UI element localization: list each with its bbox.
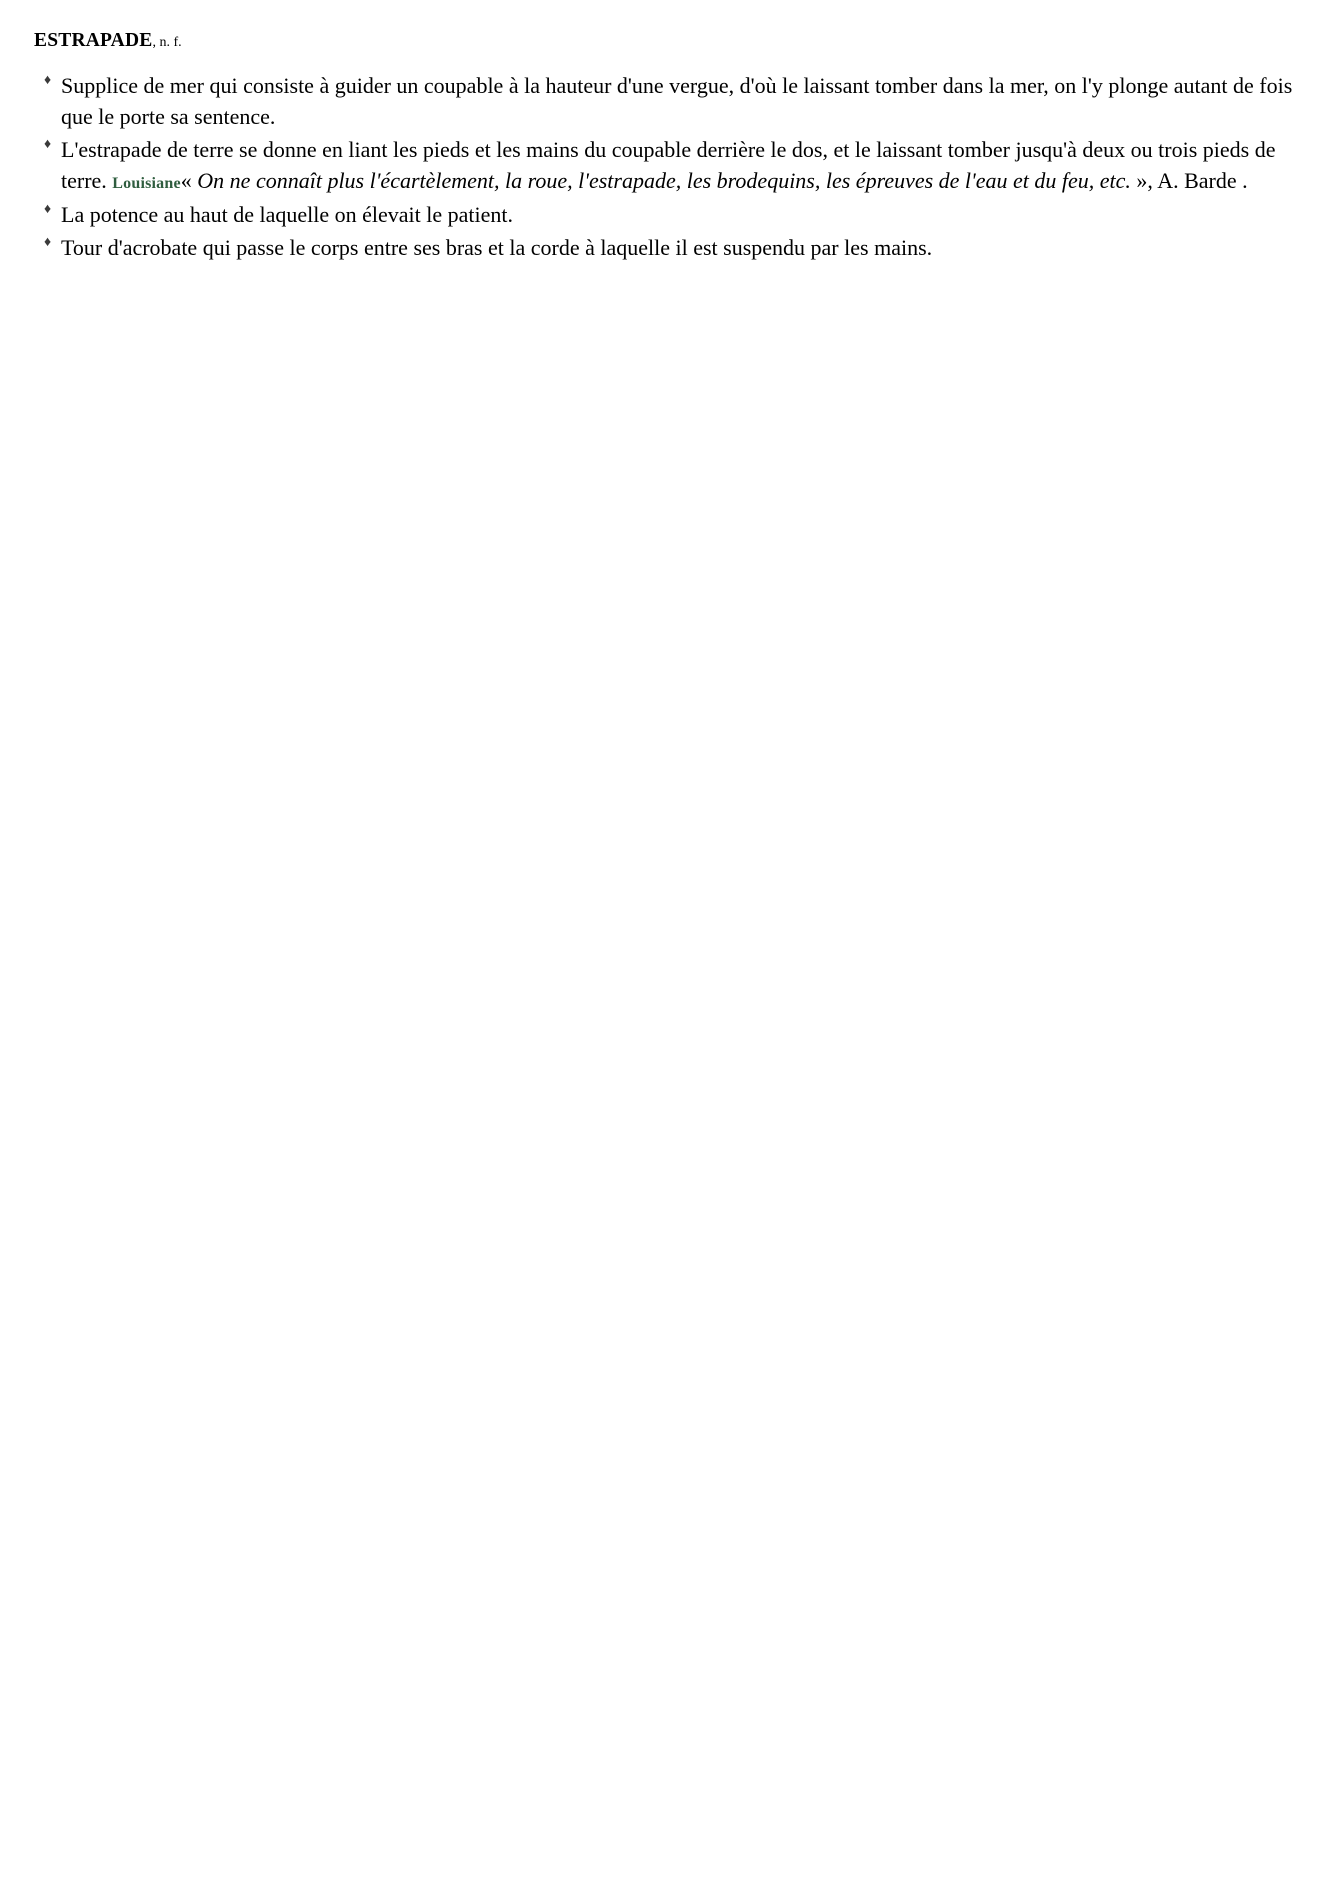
bullet-icon: ♦ bbox=[44, 201, 52, 217]
bullet-icon: ♦ bbox=[44, 137, 52, 153]
usage-label: Louisiane bbox=[112, 175, 181, 193]
headword-line bbox=[34, 28, 1310, 54]
sense-item-3 bbox=[34, 199, 1310, 230]
sense-item-1 bbox=[34, 70, 1310, 132]
sense-text: Tour d'acrobate qui passe le corps entre ses bras et la corde à laquelle il est suspendu par les mains. bbox=[61, 234, 933, 260]
citation-source: », A. Barde . bbox=[1130, 168, 1248, 194]
sense-text: Supplice de mer qui consiste à guider un coupable à la hauteur d'une vergue, d'où le laissant tomber dans la mer, on l'y plonge autant de fois que le porte sa sentence. bbox=[61, 72, 1293, 129]
sense-list bbox=[34, 70, 1310, 263]
page-title: ESTRAPADE bbox=[34, 30, 153, 51]
sense-item-2 bbox=[34, 134, 1310, 196]
sense-text: L'estrapade de terre se donne en liant les pieds et les mains du coupable derrière le dos, et le laissant tomber jusqu'à deux ou trois pieds de terre. bbox=[61, 137, 1276, 194]
sense-text: La potence au haut de laquelle on élevait le patient. bbox=[61, 201, 514, 227]
citation-quote: On ne connaît plus l'écartèlement, la roue, l'estrapade, les brodequins, les épreuves de l'eau et du feu, etc. bbox=[197, 168, 1131, 194]
quote-open: « bbox=[180, 168, 198, 194]
bullet-icon: ♦ bbox=[44, 234, 52, 250]
sense-item-4 bbox=[34, 232, 1310, 263]
part-of-speech: , n. f. bbox=[152, 35, 182, 50]
bullet-icon: ♦ bbox=[44, 72, 52, 88]
